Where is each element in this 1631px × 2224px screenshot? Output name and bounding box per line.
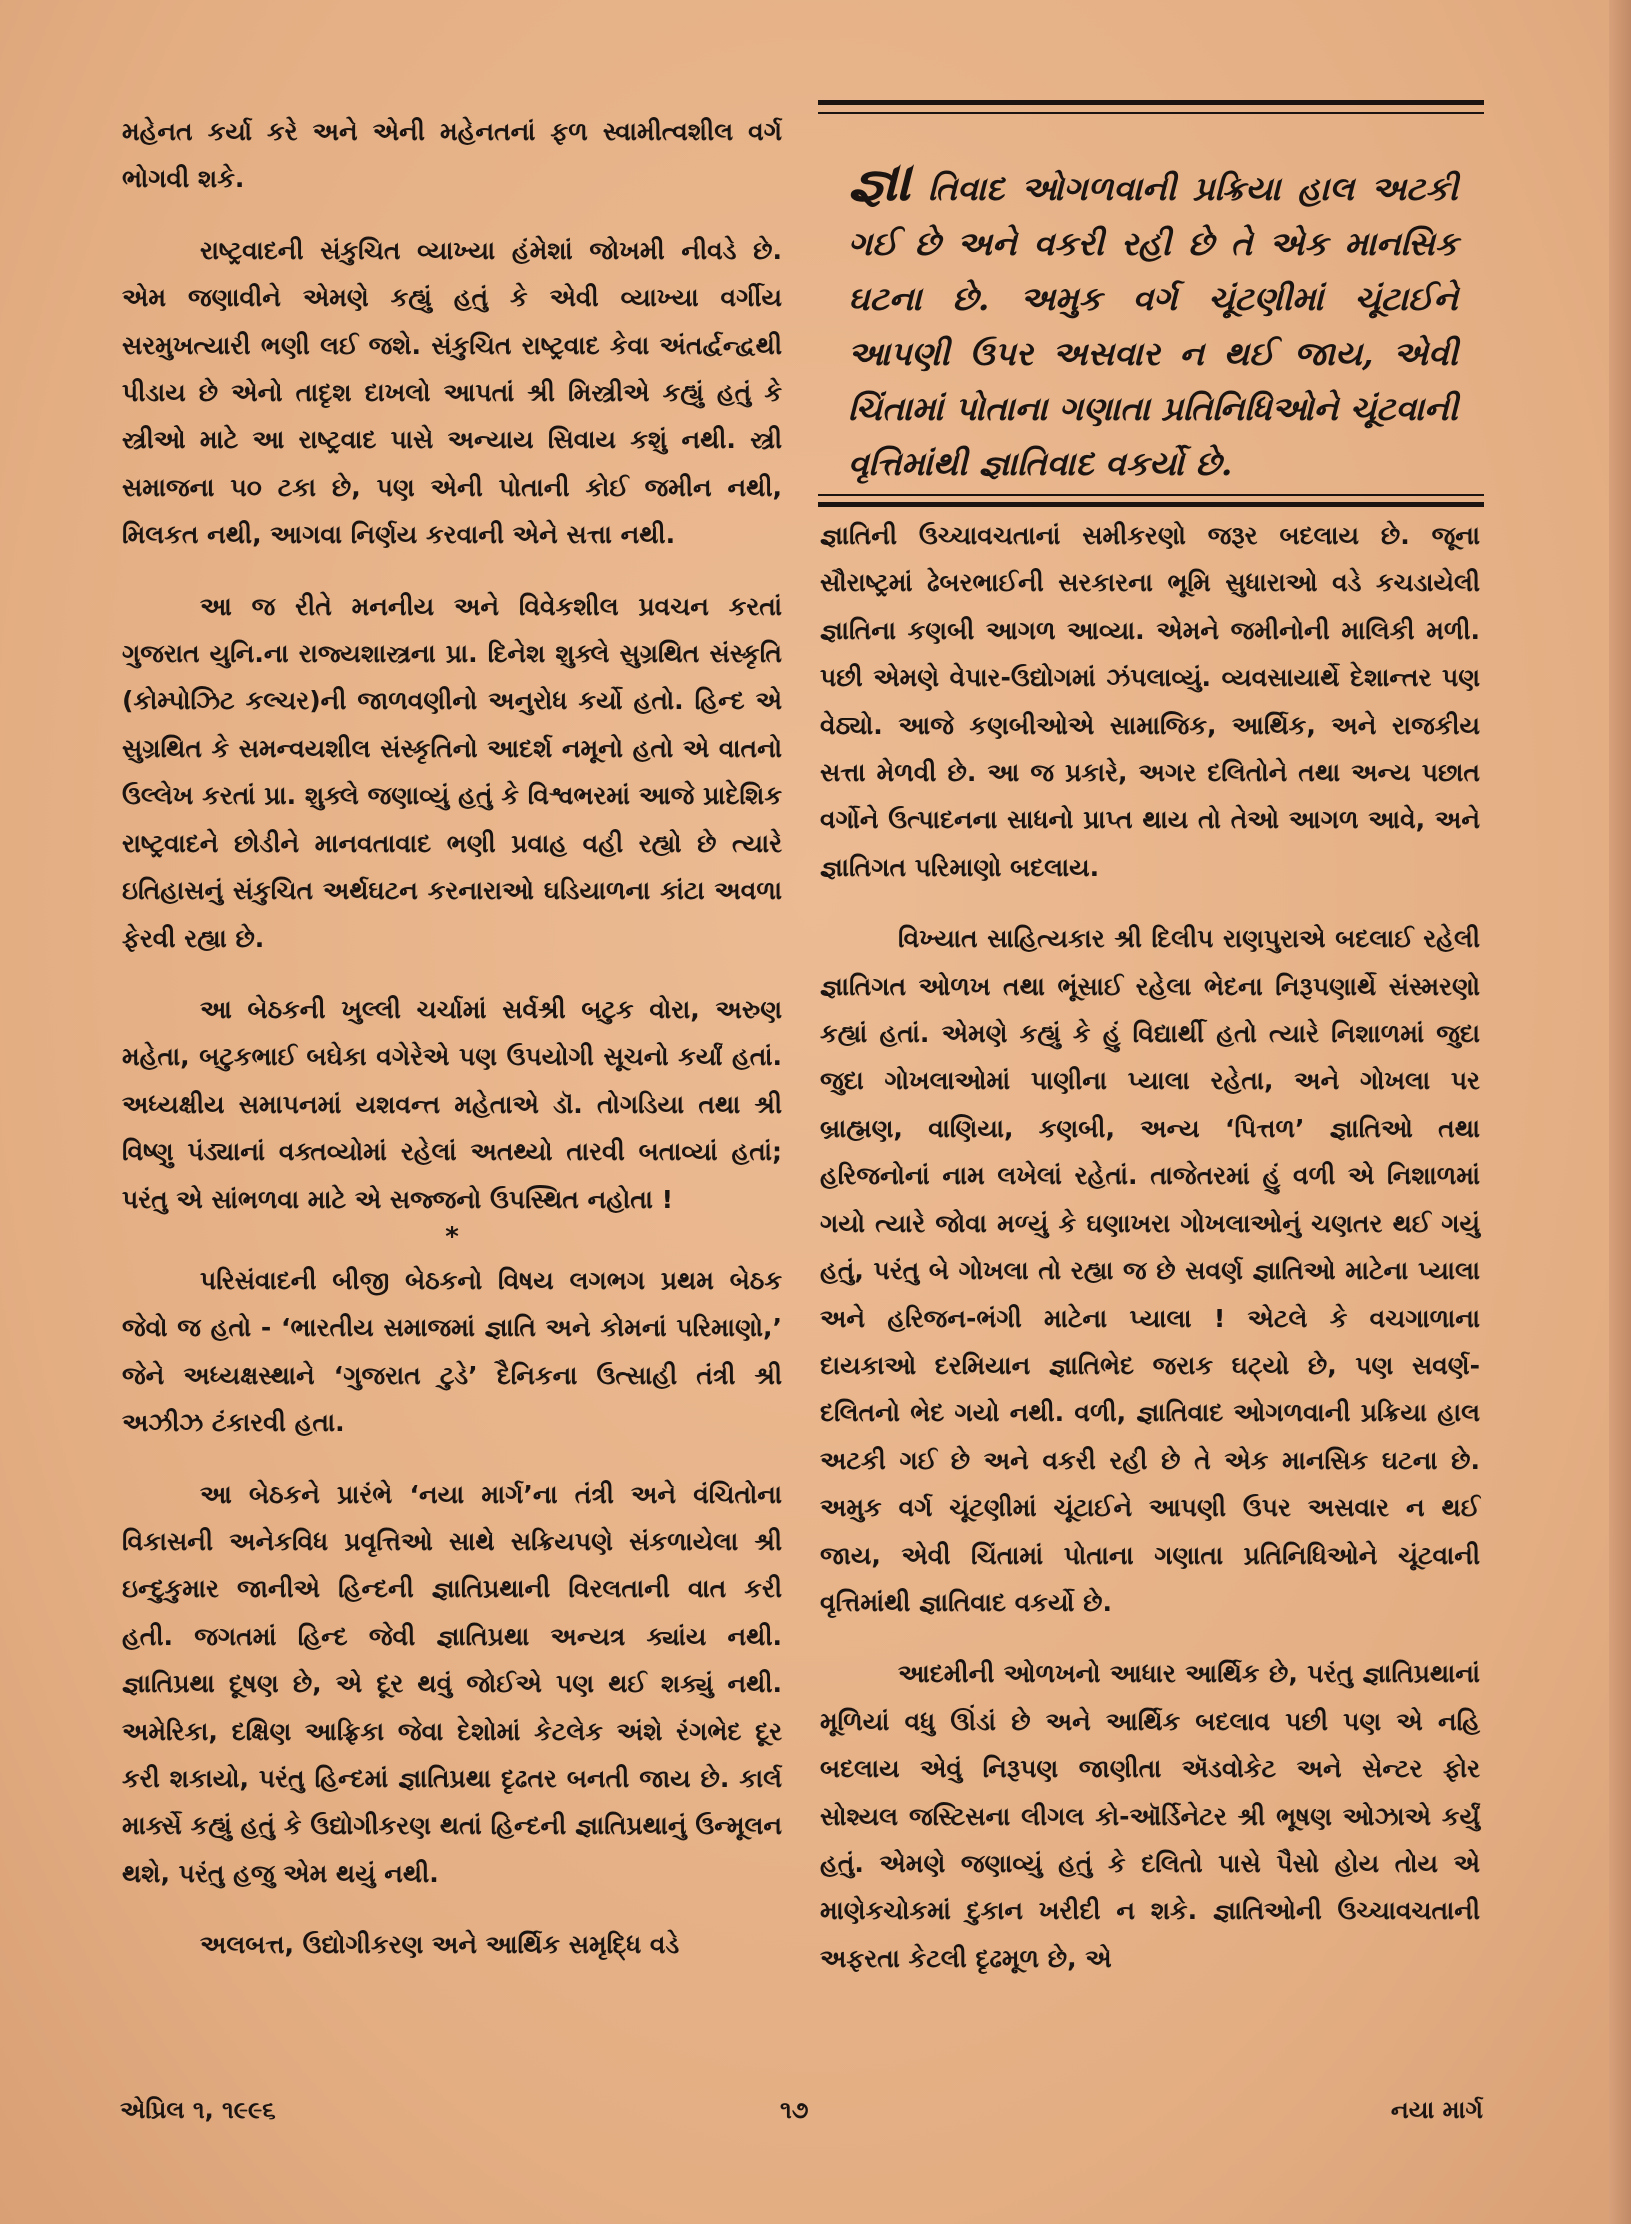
left-column xyxy=(122,108,782,1969)
drop-cap: જ્ઞા xyxy=(848,149,911,213)
page-edge xyxy=(1609,0,1631,2224)
footer-date: એપ્રિલ ૧, ૧૯૯૬ xyxy=(120,2096,276,2124)
paragraph: પરિસંવાદની બીજી બેઠકનો વિષય લગભગ પ્રથમ બેઠક જેવો જ હતો - ‘ભારતીય સમાજમાં જ્ઞાતિ અને કોમનાં પરિમાણો,’ જેને અધ્યક્ષસ્થાને ‘ગુજરાત ટુડે’ દૈનિકના ઉત્સાહી તંત્રી શ્રી અઝીઝ ટંકારવી હતા. xyxy=(122,1265,782,1438)
pull-quote xyxy=(818,100,1484,510)
paragraph: અલબત્ત, ઉદ્યોગીકરણ અને આર્થિક સમૃદ્ધિ વડે xyxy=(200,1930,680,1960)
paragraph: મહેનત કર્યા કરે અને એની મહેનતનાં ફળ સ્વામીત્વશીલ વર્ગ ભોગવી શકે. xyxy=(122,117,782,194)
paragraph: આ બેઠકની ખુલ્લી ચર્ચામાં સર્વશ્રી બટુક વોરા, અરુણ મહેતા, બટુકભાઈ બઘેકા વગેરેએ પણ ઉપયોગી સૂચનો કર્યાં હતાં. અધ્યક્ષીય સમાપનમાં યશવન્ત મહેતાએ ડૉ. તોગડિયા તથા શ્રી વિષ્ણુ પંડ્યાનાં વક્તવ્યોમાં રહેલાં અતથ્યો તારવી બતાવ્યાં હતાં; પરંતુ એ સાંભળવા માટે એ સજ્જનો ઉપસ્થિત નહોતા ! xyxy=(122,994,782,1214)
rule-divider xyxy=(818,100,1484,105)
section-separator: * xyxy=(445,1221,459,1252)
rule-divider xyxy=(818,494,1484,496)
paragraph: વિખ્યાત સાહિત્યકાર શ્રી દિલીપ રાણપુરાએ બદલાઈ રહેલી જ્ઞાતિગત ઓળખ તથા ભૂંસાઈ રહેલા ભેદના નિરૂપણાર્થે સંસ્મરણો કહ્યાં હતાં. એમણે કહ્યું કે હું વિદ્યાર્થી હતો ત્યારે નિશાળમાં જુદા જુદા ગોખલાઓમાં પાણીના પ્યાલા રહેતા, અને ગોખલા પર બ્રાહ્મણ, વાણિયા, કણબી, અન્ય ‘પિત્તળ’ જ્ઞાતિઓ તથા હરિજનોનાં નામ લખેલાં રહેતાં. તાજેતરમાં હું વળી એ નિશાળમાં ગયો ત્યારે જોવા મળ્યું કે ઘણાખરા ગોખલાઓનું ચણતર થઈ ગયું હતું, પરંતુ બે ગોખલા તો રહ્યા જ છે સવર્ણ જ્ઞાતિઓ માટેના પ્યાલા અને હરિજન-ભંગી માટેના પ્યાલા ! એટલે કે વચગાળાના દાયકાઓ દરમિયાન જ્ઞાતિભેદ જરાક ઘટ્યો છે, પણ સવર્ણ-દલિતનો ભેદ ગયો નથી. વળી, જ્ઞાતિવાદ ઓગળવાની પ્રક્રિયા હાલ અટકી ગઈ છે અને વકરી રહી છે તે એક માનસિક ઘટના છે. અમુક વર્ગ ચૂંટણીમાં ચૂંટાઈને આપણી ઉપર અસવાર ન થઈ જાય, એવી ચિંતામાં પોતાના ગણાતા પ્રતિનિધિઓને ચૂંટવાની વૃત્તિમાંથી જ્ઞાતિવાદ વકર્યો છે. xyxy=(820,924,1480,1617)
page-number: ૧૭ xyxy=(780,2096,809,2124)
right-column xyxy=(820,512,1480,1982)
paragraph: જ્ઞાતિની ઉચ્ચાવચતાનાં સમીકરણો જરૂર બદલાય છે. જૂના સૌરાષ્ટ્રમાં ઢેબરભાઈની સરકારના ભૂમિ સુધારાઓ વડે કચડાયેલી જ્ઞાતિના કણબી આગળ આવ્યા. એમને જમીનોની માલિકી મળી. પછી એમણે વેપાર-ઉદ્યોગમાં ઝંપલાવ્યું. વ્યવસાયાર્થે દેશાન્તર પણ વેઠ્યો. આજે કણબીઓએ સામાજિક, આર્થિક, અને રાજકીય સત્તા મેળવી છે. આ જ પ્રકારે, અગર દલિતોને તથા અન્ય પછાત વર્ગોને ઉત્પાદનના સાધનો પ્રાપ્ત થાય તો તેઓ આગળ આવે, અને જ્ઞાતિગત પરિમાણો બદલાય. xyxy=(820,521,1480,882)
paragraph: આદમીની ઓળખનો આધાર આર્થિક છે, પરંતુ જ્ઞાતિપ્રથાનાં મૂળિયાં વધુ ઊંડાં છે અને આર્થિક બદલાવ પછી પણ એ નહિ બદલાય એવું નિરૂપણ જાણીતા ઍડવોકેટ અને સેન્ટર ફોર સોશ્યલ જસ્ટિસના લીગલ કો-ઑર્ડિનેટર શ્રી ભૂષણ ઓઝાએ કર્યું હતું. એમણે જણાવ્યું હતું કે દલિતો પાસે પૈસો હોય તોય એ માણેકચોકમાં દુકાન ખરીદી ન શકે. જ્ઞાતિઓની ઉચ્ચાવચતાની અફરતા કેટલી દૃઢમૂળ છે, એ xyxy=(820,1659,1480,1973)
rule-divider xyxy=(818,112,1484,114)
magazine-name: નયા માર્ગ xyxy=(1390,2096,1483,2124)
pull-quote-body: તિવાદ ઓગળવાની પ્રક્રિયા હાલ અટકી ગઈ છે અને વકરી રહી છે તે એક માનસિક ઘટના છે. અમુક વર્ગ ચૂંટણીમાં ચૂંટાઈને આપણી ઉપર અસવાર ન થઈ જાય, એવી ચિંતામાં પોતાના ગણાતા પ્રતિનિધિઓને ચૂંટવાની વૃત્તિમાંથી જ્ઞાતિવાદ વકર્યો છે. xyxy=(848,169,1458,483)
paragraph: આ બેઠકને પ્રારંભે ‘નયા માર્ગ’ના તંત્રી અને વંચિતોના વિકાસની અનેકવિધ પ્રવૃત્તિઓ સાથે સક્રિયપણે સંકળાયેલા શ્રી ઇન્દુકુમાર જાનીએ હિન્દની જ્ઞાતિપ્રથાની વિરલતાની વાત કરી હતી. જગતમાં હિન્દ જેવી જ્ઞાતિપ્રથા અન્યત્ર ક્યાંય નથી. જ્ઞાતિપ્રથા દૂષણ છે, એ દૂર થવું જોઈએ પણ થઈ શક્યું નથી. અમેરિકા, દક્ષિણ આફ્રિકા જેવા દેશોમાં કેટલેક અંશે રંગભેદ દૂર કરી શકાયો, પરંતુ હિન્દમાં જ્ઞાતિપ્રથા દૃઢતર બનતી જાય છે. કાર્લ માર્ક્સે કહ્યું હતું કે ઉદ્યોગીકરણ થતાં હિન્દની જ્ઞાતિપ્રથાનું ઉન્મૂલન થશે, પરંતુ હજુ એમ થયું નથી. xyxy=(122,1479,782,1888)
pull-quote-text xyxy=(848,149,1458,491)
paragraph: આ જ રીતે મનનીય અને વિવેકશીલ પ્રવચન કરતાં ગુજરાત યુનિ.ના રાજ્યશાસ્ત્રના પ્રા. દિનેશ શુક્લે સુગ્રથિત સંસ્કૃતિ (કોમ્પોઝિટ કલ્ચર)ની જાળવણીનો અનુરોધ કર્યો હતો. હિન્દ એ સુગ્રથિત કે સમન્વયશીલ સંસ્કૃતિનો આદર્શ નમૂનો હતો એ વાતનો ઉલ્લેખ કરતાં પ્રા. શુક્લે જણાવ્યું હતું કે વિશ્વભરમાં આજે પ્રાદેશિક રાષ્ટ્રવાદને છોડીને માનવતાવાદ ભણી પ્રવાહ વહી રહ્યો છે ત્યારે ઇતિહાસનું સંકુચિત અર્થઘટન કરનારાઓ ઘડિયાળના કાંટા અવળા ફેરવી રહ્યા છે. xyxy=(122,591,782,953)
rule-divider xyxy=(818,502,1484,507)
paragraph: રાષ્ટ્રવાદની સંકુચિત વ્યાખ્યા હંમેશાં જોખમી નીવડે છે. એમ જણાવીને એમણે કહ્યું હતું કે એવી વ્યાખ્યા વર્ગીય સરમુખત્યારી ભણી લઈ જશે. સંકુચિત રાષ્ટ્રવાદ કેવા અંતર્દ્વન્દ્વથી પીડાય છે એનો તાદૃશ દાખલો આપતાં શ્રી મિસ્ત્રીએ કહ્યું હતું કે સ્ત્રીઓ માટે આ રાષ્ટ્રવાદ પાસે અન્યાય સિવાય કશું નથી. સ્ત્રી સમાજના ૫૦ ટકા છે, પણ એની પોતાની કોઈ જમીન નથી, મિલકત નથી, આગવા નિર્ણય કરવાની એને સત્તા નથી. xyxy=(122,235,782,550)
